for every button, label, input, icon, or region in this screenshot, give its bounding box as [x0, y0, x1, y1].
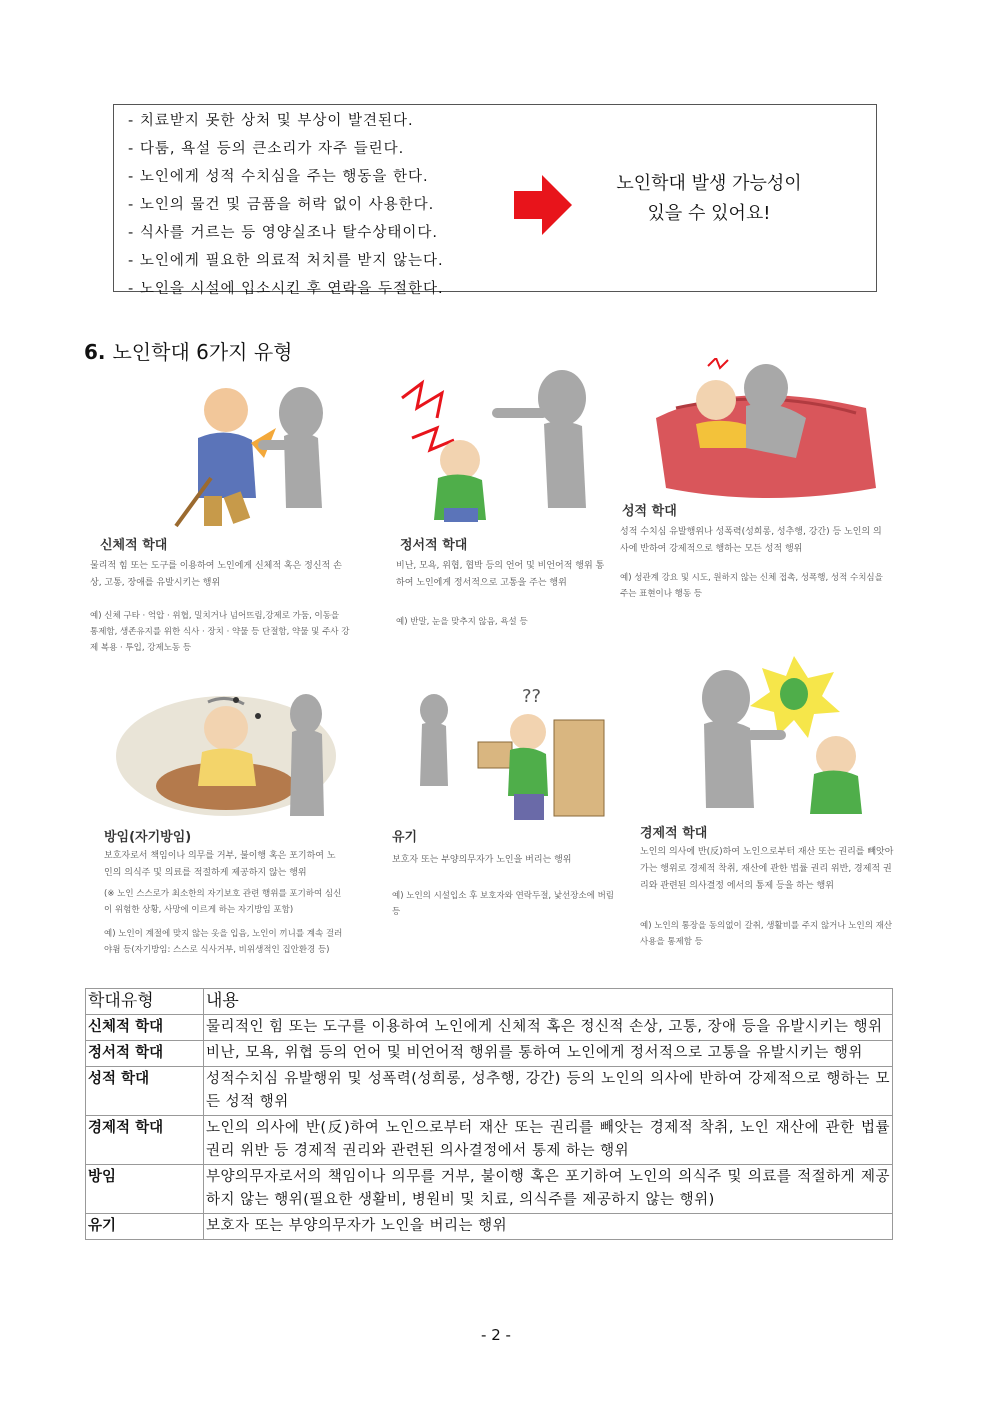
abuse-types-illustration [86, 358, 906, 962]
table-cell-type: 정서적 학대 [86, 1041, 204, 1067]
table-cell-type: 성적 학대 [86, 1067, 204, 1116]
card-note: (※ 노인 스스로가 최소한의 자기보호 관련 행위를 포기하여 심신이 위험한 상황, 사망에 이르게 하는 자기방임 포함) [104, 889, 342, 915]
card-sexual-abuse [616, 358, 906, 658]
card-title: 신체적 학대 [100, 538, 168, 553]
card-description: 보호자 또는 부양의무자가 노인을 버리는 행위 [392, 855, 572, 865]
warning-sign-item: - 치료받지 못한 상처 및 부상이 발견된다. [128, 113, 414, 129]
card-emotional-abuse [382, 358, 622, 658]
table-cell-content: 노인의 의사에 반(反)하여 노인으로부터 재산 또는 권리를 빼앗는 경제적 착취, 노인 재산에 관한 법률 권리 위반 등 경제적 권리와 관련된 의사결정에서 통제 하는 행위 [204, 1116, 893, 1165]
warning-sign-item: - 노인을 시설에 입소시킨 후 연락을 두절한다. [128, 281, 444, 297]
warning-sign-item: - 노인에게 필요한 의료적 처치를 받지 않는다. [128, 253, 444, 269]
card-example: 예) 성관계 강요 및 시도, 원하지 않는 신체 접촉, 성폭행, 성적 수치심을 주는 표현이나 행동 등 [620, 573, 883, 599]
abuse-possibility-message [584, 169, 834, 229]
card-example: 예) 반말, 눈을 맞추지 않음, 욕설 등 [396, 617, 528, 627]
table-header-type: 학대유형 [86, 989, 204, 1015]
card-description: 보호자로서 책임이나 의무를 거부, 불이행 혹은 포기하여 노인의 의식주 및 의료를 적절하게 제공하지 않는 행위 [104, 851, 336, 878]
table-row [86, 1015, 893, 1041]
card-description: 성적 수치심 유발행위나 성폭력(성희롱, 성추행, 강간) 등 노인의 의사에 반하여 강제적으로 행하는 모든 성적 행위 [620, 527, 882, 554]
table-cell-content: 성적수치심 유발행위 및 성폭력(성희롱, 성추행, 강간) 등의 노인의 의사에 반하여 강제적으로 행하는 모든 성적 행위 [204, 1067, 893, 1116]
warning-sign-item: - 다툼, 욕설 등의 큰소리가 자주 들린다. [128, 141, 405, 157]
section-title: 노인학대 6가지 유형 [112, 340, 293, 364]
table-row [86, 1116, 893, 1165]
sexual-abuse-illustration [616, 358, 906, 508]
abuse-possibility-line1: 노인학대 발생 가능성이 [616, 173, 802, 194]
table-row [86, 1067, 893, 1116]
abandonment-illustration [382, 676, 622, 826]
table-cell-content: 비난, 모욕, 위협 등의 언어 및 비언어적 행위를 통하여 노인에게 정서적으로 고통을 유발시키는 행위 [204, 1041, 893, 1067]
svg-text:??: ?? [522, 686, 542, 707]
table-row [86, 1041, 893, 1067]
section-number: 6. [84, 340, 106, 364]
card-description: 물리적 힘 또는 도구를 이용하여 노인에게 신체적 혹은 정신적 손상, 고통, 장애를 유발시키는 행위 [90, 561, 342, 588]
warning-sign-item: - 식사를 거르는 등 영양실조나 탈수상태이다. [128, 225, 439, 241]
table-cell-type: 경제적 학대 [86, 1116, 204, 1165]
table-cell-content: 부양의무자로서의 책임이나 의무를 거부, 불이행 혹은 포기하여 노인의 의식주 및 의료를 적절하게 제공하지 않는 행위(필요한 생활비, 병원비 및 치료, 의식주를 제공하지 않는 행위) [204, 1165, 893, 1214]
card-example: 예) 신체 구타 · 억압 · 위협, 밀치거나 넘어뜨림,강제로 가둠, 이동을 통제함, 생존유지를 위한 식사 · 장치 · 약물 등 단절함, 약물 및 주사 강제 복용 · 투입, 강제노동 등 [90, 611, 350, 653]
page-number: - 2 - [481, 1326, 511, 1344]
table-row [86, 1165, 893, 1214]
financial-abuse-illustration [634, 648, 906, 818]
card-description: 비난, 모욕, 위협, 협박 등의 언어 및 비언어적 행위 통하여 노인에게 정서적으로 고통을 주는 행위 [396, 561, 605, 588]
warning-signs-list [128, 107, 444, 303]
emotional-abuse-illustration [382, 358, 622, 528]
card-physical-abuse [86, 358, 356, 658]
table-cell-type: 유기 [86, 1214, 204, 1240]
table-header-row [86, 989, 893, 1015]
card-description: 노인의 의사에 반(反)하여 노인으로부터 재산 또는 권리를 빼앗아가는 행위로 경제적 착취, 재산에 관한 법률 권리 위반, 경제적 권리와 관련된 의사결정 에서의 통제 등을 하는 행위 [640, 847, 894, 891]
abuse-types-table [85, 988, 893, 1240]
card-title: 정서적 학대 [400, 538, 468, 553]
abuse-possibility-line2: 있을 수 있어요! [647, 203, 771, 224]
physical-abuse-illustration [86, 358, 356, 528]
table-cell-content: 물리적인 힘 또는 도구를 이용하여 노인에게 신체적 혹은 정신적 손상, 고통, 장애 등을 유발시키는 행위 [204, 1015, 893, 1041]
table-cell-content: 보호자 또는 부양의무자가 노인을 버리는 행위 [204, 1214, 893, 1240]
card-title: 경제적 학대 [640, 826, 708, 841]
red-arrow-icon [514, 175, 572, 235]
card-example: 예) 노인의 시설입소 후 보호자와 연락두절, 낯선장소에 버림 등 [392, 891, 614, 917]
warning-signs-box [113, 104, 877, 297]
card-financial-abuse [634, 648, 906, 962]
neglect-illustration [86, 676, 356, 826]
warning-sign-item: - 노인에게 성적 수치심을 주는 행동을 한다. [128, 169, 429, 185]
card-example: 예) 노인이 계절에 맞지 않는 옷을 입음, 노인이 끼니를 계속 걸러 야윔 등(자기방임: 스스로 식사거부, 비위생적인 집안환경 등) [104, 929, 343, 955]
card-example: 예) 노인의 통장을 동의없이 갈취, 생활비를 주지 않거나 노인의 재산사용을 통제함 등 [640, 921, 893, 947]
warning-sign-item: - 노인의 물건 및 금품을 허락 없이 사용한다. [128, 197, 435, 213]
table-row [86, 1214, 893, 1240]
table-cell-type: 신체적 학대 [86, 1015, 204, 1041]
card-neglect [86, 676, 356, 962]
table-header-content: 내용 [204, 989, 893, 1015]
card-title: 유기 [392, 830, 418, 845]
table-cell-type: 방임 [86, 1165, 204, 1214]
card-abandonment [382, 676, 622, 962]
card-title: 방임(자기방임) [104, 830, 192, 845]
card-title: 성적 학대 [622, 504, 677, 519]
